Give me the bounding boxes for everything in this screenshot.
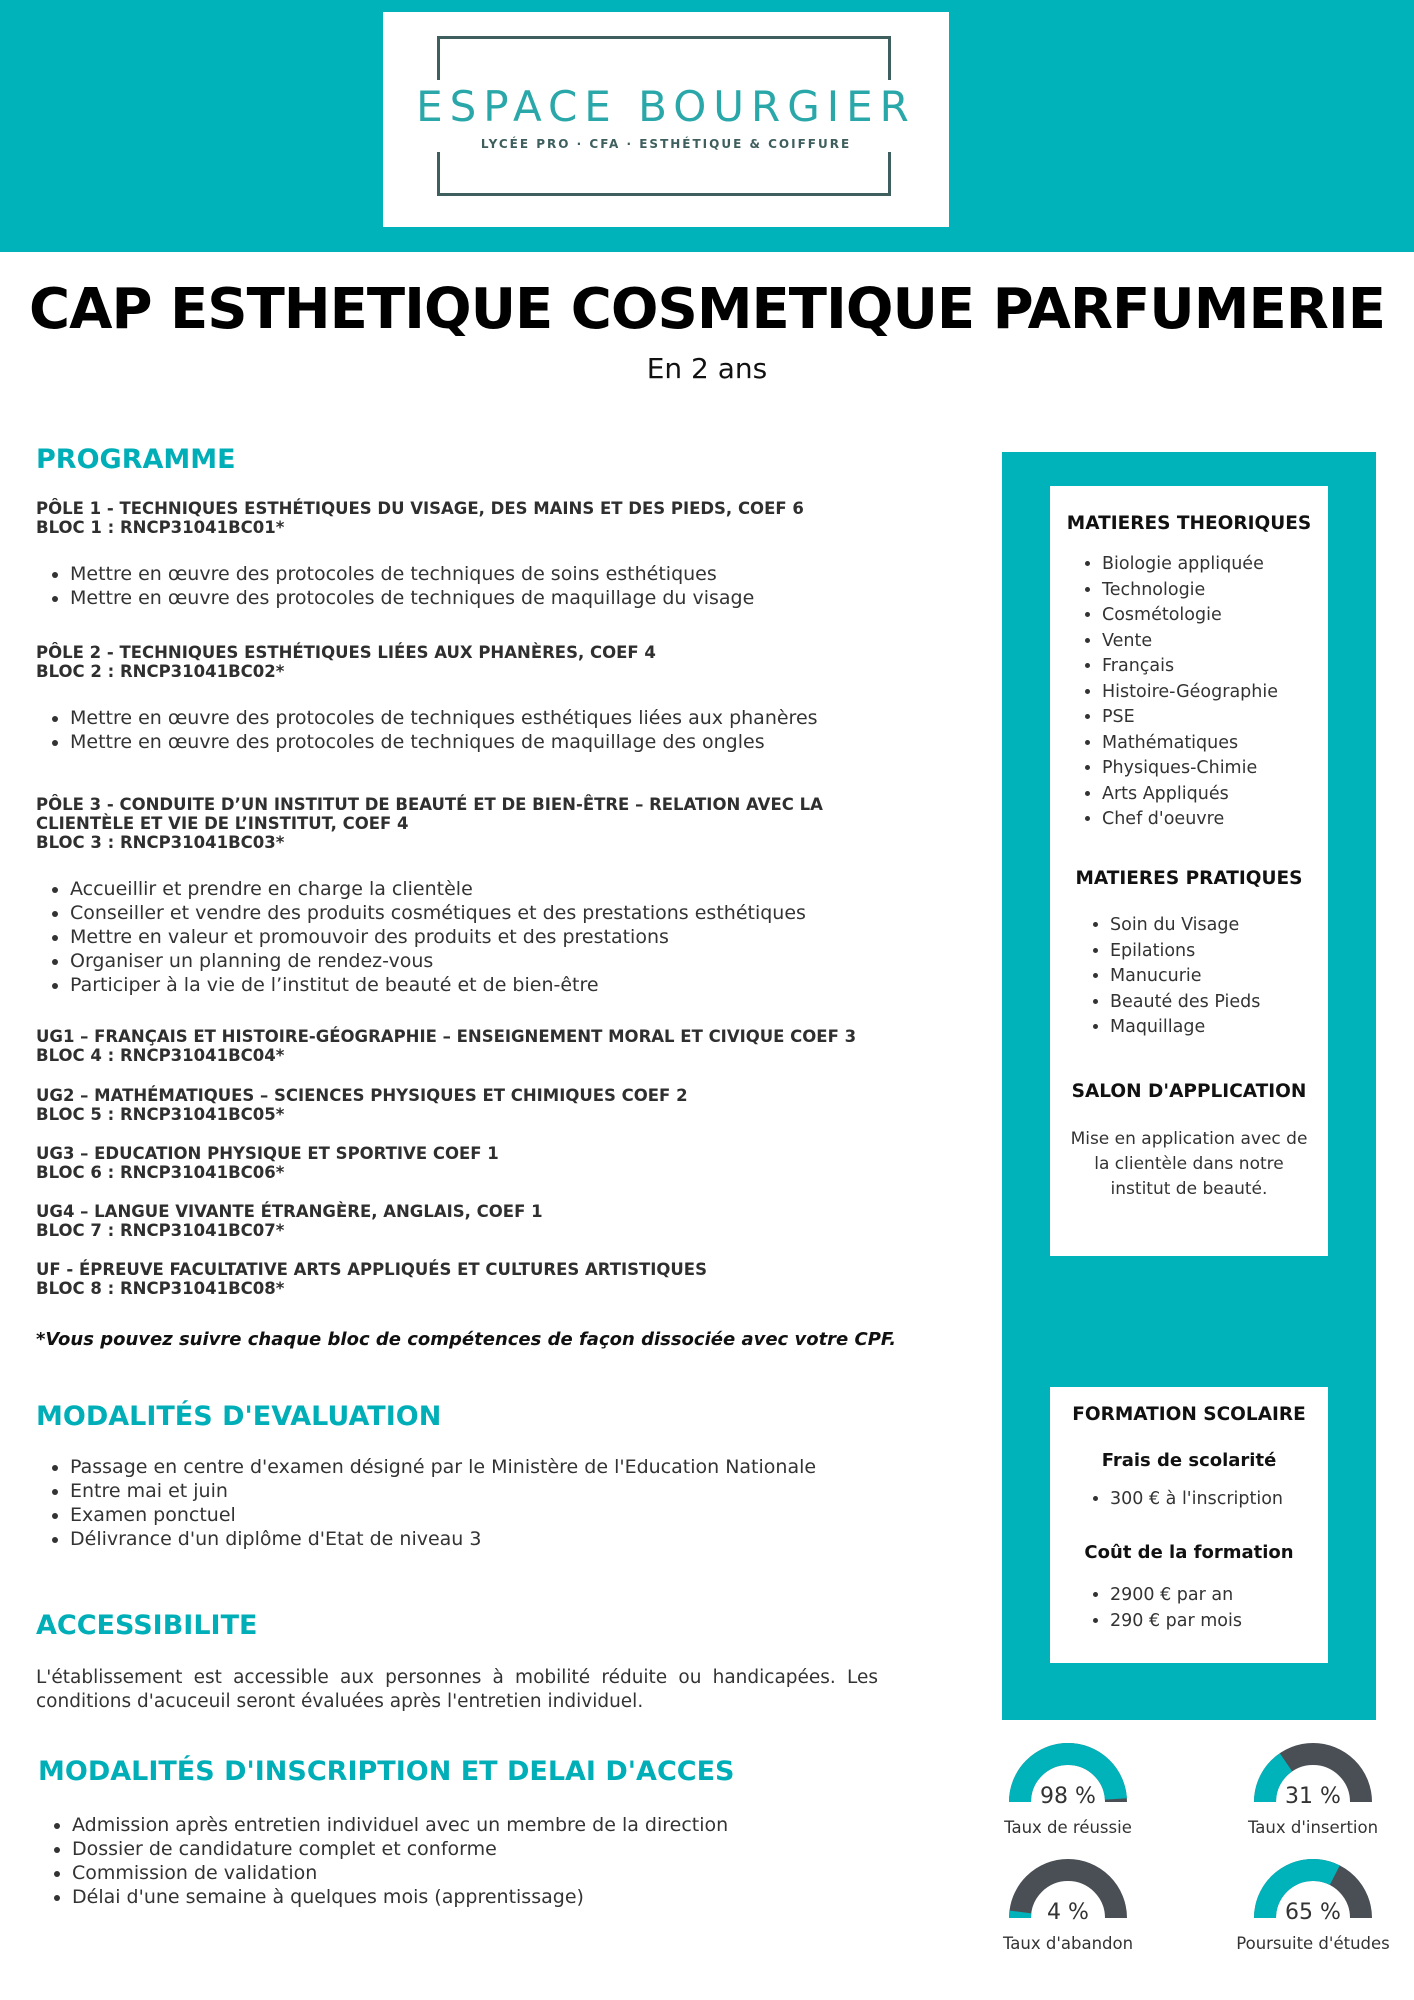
page-subtitle: En 2 ans [646, 352, 768, 385]
list-item: • Participer à la vie de l’institut de beauté et de bien-être [70, 973, 950, 997]
pole-3-list [36, 877, 950, 997]
logo-frame-top [437, 36, 891, 80]
ug4-line: UG4 – LANGUE VIVANTE ÉTRANGÈRE, ANGLAIS, COEF 1 [36, 1202, 543, 1221]
logo [383, 12, 949, 227]
evaluation-list [36, 1455, 950, 1551]
cout-list [1080, 1583, 1242, 1634]
list-item: • Entre mai et juin [70, 1479, 950, 1503]
list-item: • Biologie appliquée [1102, 552, 1278, 578]
pole-2-title [36, 643, 916, 681]
gauge-value: 4 % [1047, 1900, 1089, 1925]
theoriques-heading: MATIERES THEORIQUES [1066, 513, 1312, 534]
gauge-label: Poursuite d'études [1236, 1934, 1390, 1953]
pole-2-list [36, 706, 950, 754]
cout-heading: Coût de la formation [1084, 1542, 1294, 1563]
list-item: • Maquillage [1110, 1015, 1260, 1041]
list-item: • Beauté des Pieds [1110, 990, 1260, 1016]
list-item: • Histoire-Géographie [1102, 680, 1278, 706]
page-title: CAP ESTHETIQUE COSMETIQUE PARFUMERIE [29, 277, 1385, 342]
gauge-poursuite [1236, 1856, 1390, 1966]
list-item: • Physiques-Chimie [1102, 756, 1278, 782]
programme-heading: PROGRAMME [36, 444, 236, 475]
ug2-title [36, 1086, 916, 1124]
cpf-note: *Vous pouvez suivre chaque bloc de compétences de façon dissociée avec votre CPF. [36, 1329, 897, 1350]
formation-heading: FORMATION SCOLAIRE [1072, 1404, 1306, 1425]
gauge-value: 98 % [1040, 1784, 1096, 1809]
list-item: • Examen ponctuel [70, 1503, 950, 1527]
gauge-value: 65 % [1285, 1900, 1341, 1925]
list-item: • Accueillir et prendre en charge la clientèle [70, 877, 950, 901]
pole-1-list [36, 562, 950, 610]
logo-tagline: LYCÉE PRO · CFA · ESTHÉTIQUE & COIFFURE [480, 137, 852, 151]
formation-card [1050, 1387, 1328, 1663]
ug2-bloc: BLOC 5 : RNCP31041BC05* [36, 1105, 285, 1124]
ug3-bloc: BLOC 6 : RNCP31041BC06* [36, 1163, 285, 1182]
gauge-label: Taux d'abandon [1002, 1934, 1134, 1953]
list-item: • Chef d'oeuvre [1102, 807, 1278, 833]
uf-line: UF - ÉPREUVE FACULTATIVE ARTS APPLIQUÉS ET CULTURES ARTISTIQUES [36, 1260, 707, 1279]
list-item: • Manucurie [1110, 964, 1260, 990]
salon-heading: SALON D'APPLICATION [1071, 1081, 1307, 1102]
pratiques-heading: MATIERES PRATIQUES [1075, 868, 1303, 889]
pole-3-line: CLIENTÈLE ET VIE DE L’INSTITUT, COEF 4 [36, 814, 409, 833]
list-item: • PSE [1102, 705, 1278, 731]
list-item: • Organiser un planning de rendez-vous [70, 949, 950, 973]
list-item: • Conseiller et vendre des produits cosmétiques et des prestations esthétiques [70, 901, 950, 925]
list-item: • Délai d'une semaine à quelques mois (apprentissage) [72, 1885, 952, 1909]
list-item: • Arts Appliqués [1102, 782, 1278, 808]
list-item: • Cosmétologie [1102, 603, 1278, 629]
accessibilite-text: L'établissement est accessible aux personnes à mobilité réduite ou handicapées. Les conditions d'acuceuil seront évaluées après l'entretien individuel. [36, 1667, 878, 1712]
accessibilite-heading: ACCESSIBILITE [36, 1610, 258, 1641]
pole-3-line: PÔLE 3 - CONDUITE D’UN INSTITUT DE BEAUTÉ ET DE BIEN-ÊTRE – RELATION AVEC LA [36, 795, 823, 814]
list-item: • Mettre en œuvre des protocoles de techniques esthétiques liées aux phanères [70, 706, 950, 730]
matieres-card [1050, 486, 1328, 1256]
list-item: • Mettre en valeur et promouvoir des produits et des prestations [70, 925, 950, 949]
ug4-title [36, 1202, 916, 1240]
inscription-list [38, 1813, 952, 1909]
list-item: • Mettre en œuvre des protocoles de techniques de maquillage des ongles [70, 730, 950, 754]
list-item: • Mathématiques [1102, 731, 1278, 757]
list-item: • Soin du Visage [1110, 913, 1260, 939]
ug4-bloc: BLOC 7 : RNCP31041BC07* [36, 1221, 285, 1240]
pole-1-bloc: BLOC 1 : RNCP31041BC01* [36, 518, 285, 537]
ug1-bloc: BLOC 4 : RNCP31041BC04* [36, 1046, 285, 1065]
pole-3-title [36, 795, 916, 852]
uf-bloc: BLOC 8 : RNCP31041BC08* [36, 1279, 285, 1298]
list-item: • Passage en centre d'examen désigné par le Ministère de l'Education Nationale [70, 1455, 950, 1479]
list-item: • Délivrance d'un diplôme d'Etat de niveau 3 [70, 1527, 950, 1551]
pole-2-line: PÔLE 2 - TECHNIQUES ESTHÉTIQUES LIÉES AUX PHANÈRES, COEF 4 [36, 643, 656, 662]
logo-name: ESPACE BOURGIER [416, 82, 916, 131]
gauge-reussite [1003, 1740, 1133, 1850]
pratiques-list [1080, 913, 1260, 1041]
gauge-label: Taux d'insertion [1247, 1818, 1379, 1837]
list-item: • Français [1102, 654, 1278, 680]
frais-list [1080, 1487, 1283, 1513]
list-item: • Dossier de candidature complet et conforme [72, 1837, 952, 1861]
theoriques-list [1072, 552, 1278, 833]
inscription-heading: MODALITÉS D'INSCRIPTION ET DELAI D'ACCES [38, 1756, 735, 1787]
ug1-line: UG1 – FRANÇAIS ET HISTOIRE-GÉOGRAPHIE – ENSEIGNEMENT MORAL ET CIVIQUE COEF 3 [36, 1027, 857, 1046]
uf-title [36, 1260, 916, 1298]
gauge-insertion [1248, 1740, 1378, 1850]
gauge-label: Taux de réussie [1004, 1818, 1132, 1837]
ug2-line: UG2 – MATHÉMATIQUES – SCIENCES PHYSIQUES ET CHIMIQUES COEF 2 [36, 1086, 688, 1105]
ug3-title [36, 1144, 916, 1182]
list-item: • 300 € à l'inscription [1110, 1487, 1283, 1513]
pole-3-bloc: BLOC 3 : RNCP31041BC03* [36, 833, 285, 852]
list-item: • Epilations [1110, 939, 1260, 965]
ug3-line: UG3 – EDUCATION PHYSIQUE ET SPORTIVE COEF 1 [36, 1144, 499, 1163]
frais-heading: Frais de scolarité [1101, 1450, 1277, 1471]
list-item: • 290 € par mois [1110, 1609, 1242, 1635]
list-item: • Mettre en œuvre des protocoles de techniques de soins esthétiques [70, 562, 950, 586]
pole-1-title [36, 499, 916, 537]
list-item: • Vente [1102, 629, 1278, 655]
list-item: • 2900 € par an [1110, 1583, 1242, 1609]
salon-text: Mise en application avec de la clientèle dans notre institut de beauté. [1070, 1129, 1308, 1199]
list-item: • Commission de validation [72, 1861, 952, 1885]
pole-1-line: PÔLE 1 - TECHNIQUES ESTHÉTIQUES DU VISAGE, DES MAINS ET DES PIEDS, COEF 6 [36, 499, 804, 518]
list-item: • Admission après entretien individuel avec un membre de la direction [72, 1813, 952, 1837]
evaluation-heading: MODALITÉS D'EVALUATION [36, 1401, 442, 1432]
gauge-abandon [1003, 1856, 1133, 1966]
gauge-value: 31 % [1285, 1784, 1341, 1809]
logo-frame-bottom [437, 152, 891, 196]
pole-2-bloc: BLOC 2 : RNCP31041BC02* [36, 662, 285, 681]
ug1-title [36, 1027, 916, 1065]
list-item: • Mettre en œuvre des protocoles de techniques de maquillage du visage [70, 586, 950, 610]
list-item: • Technologie [1102, 578, 1278, 604]
